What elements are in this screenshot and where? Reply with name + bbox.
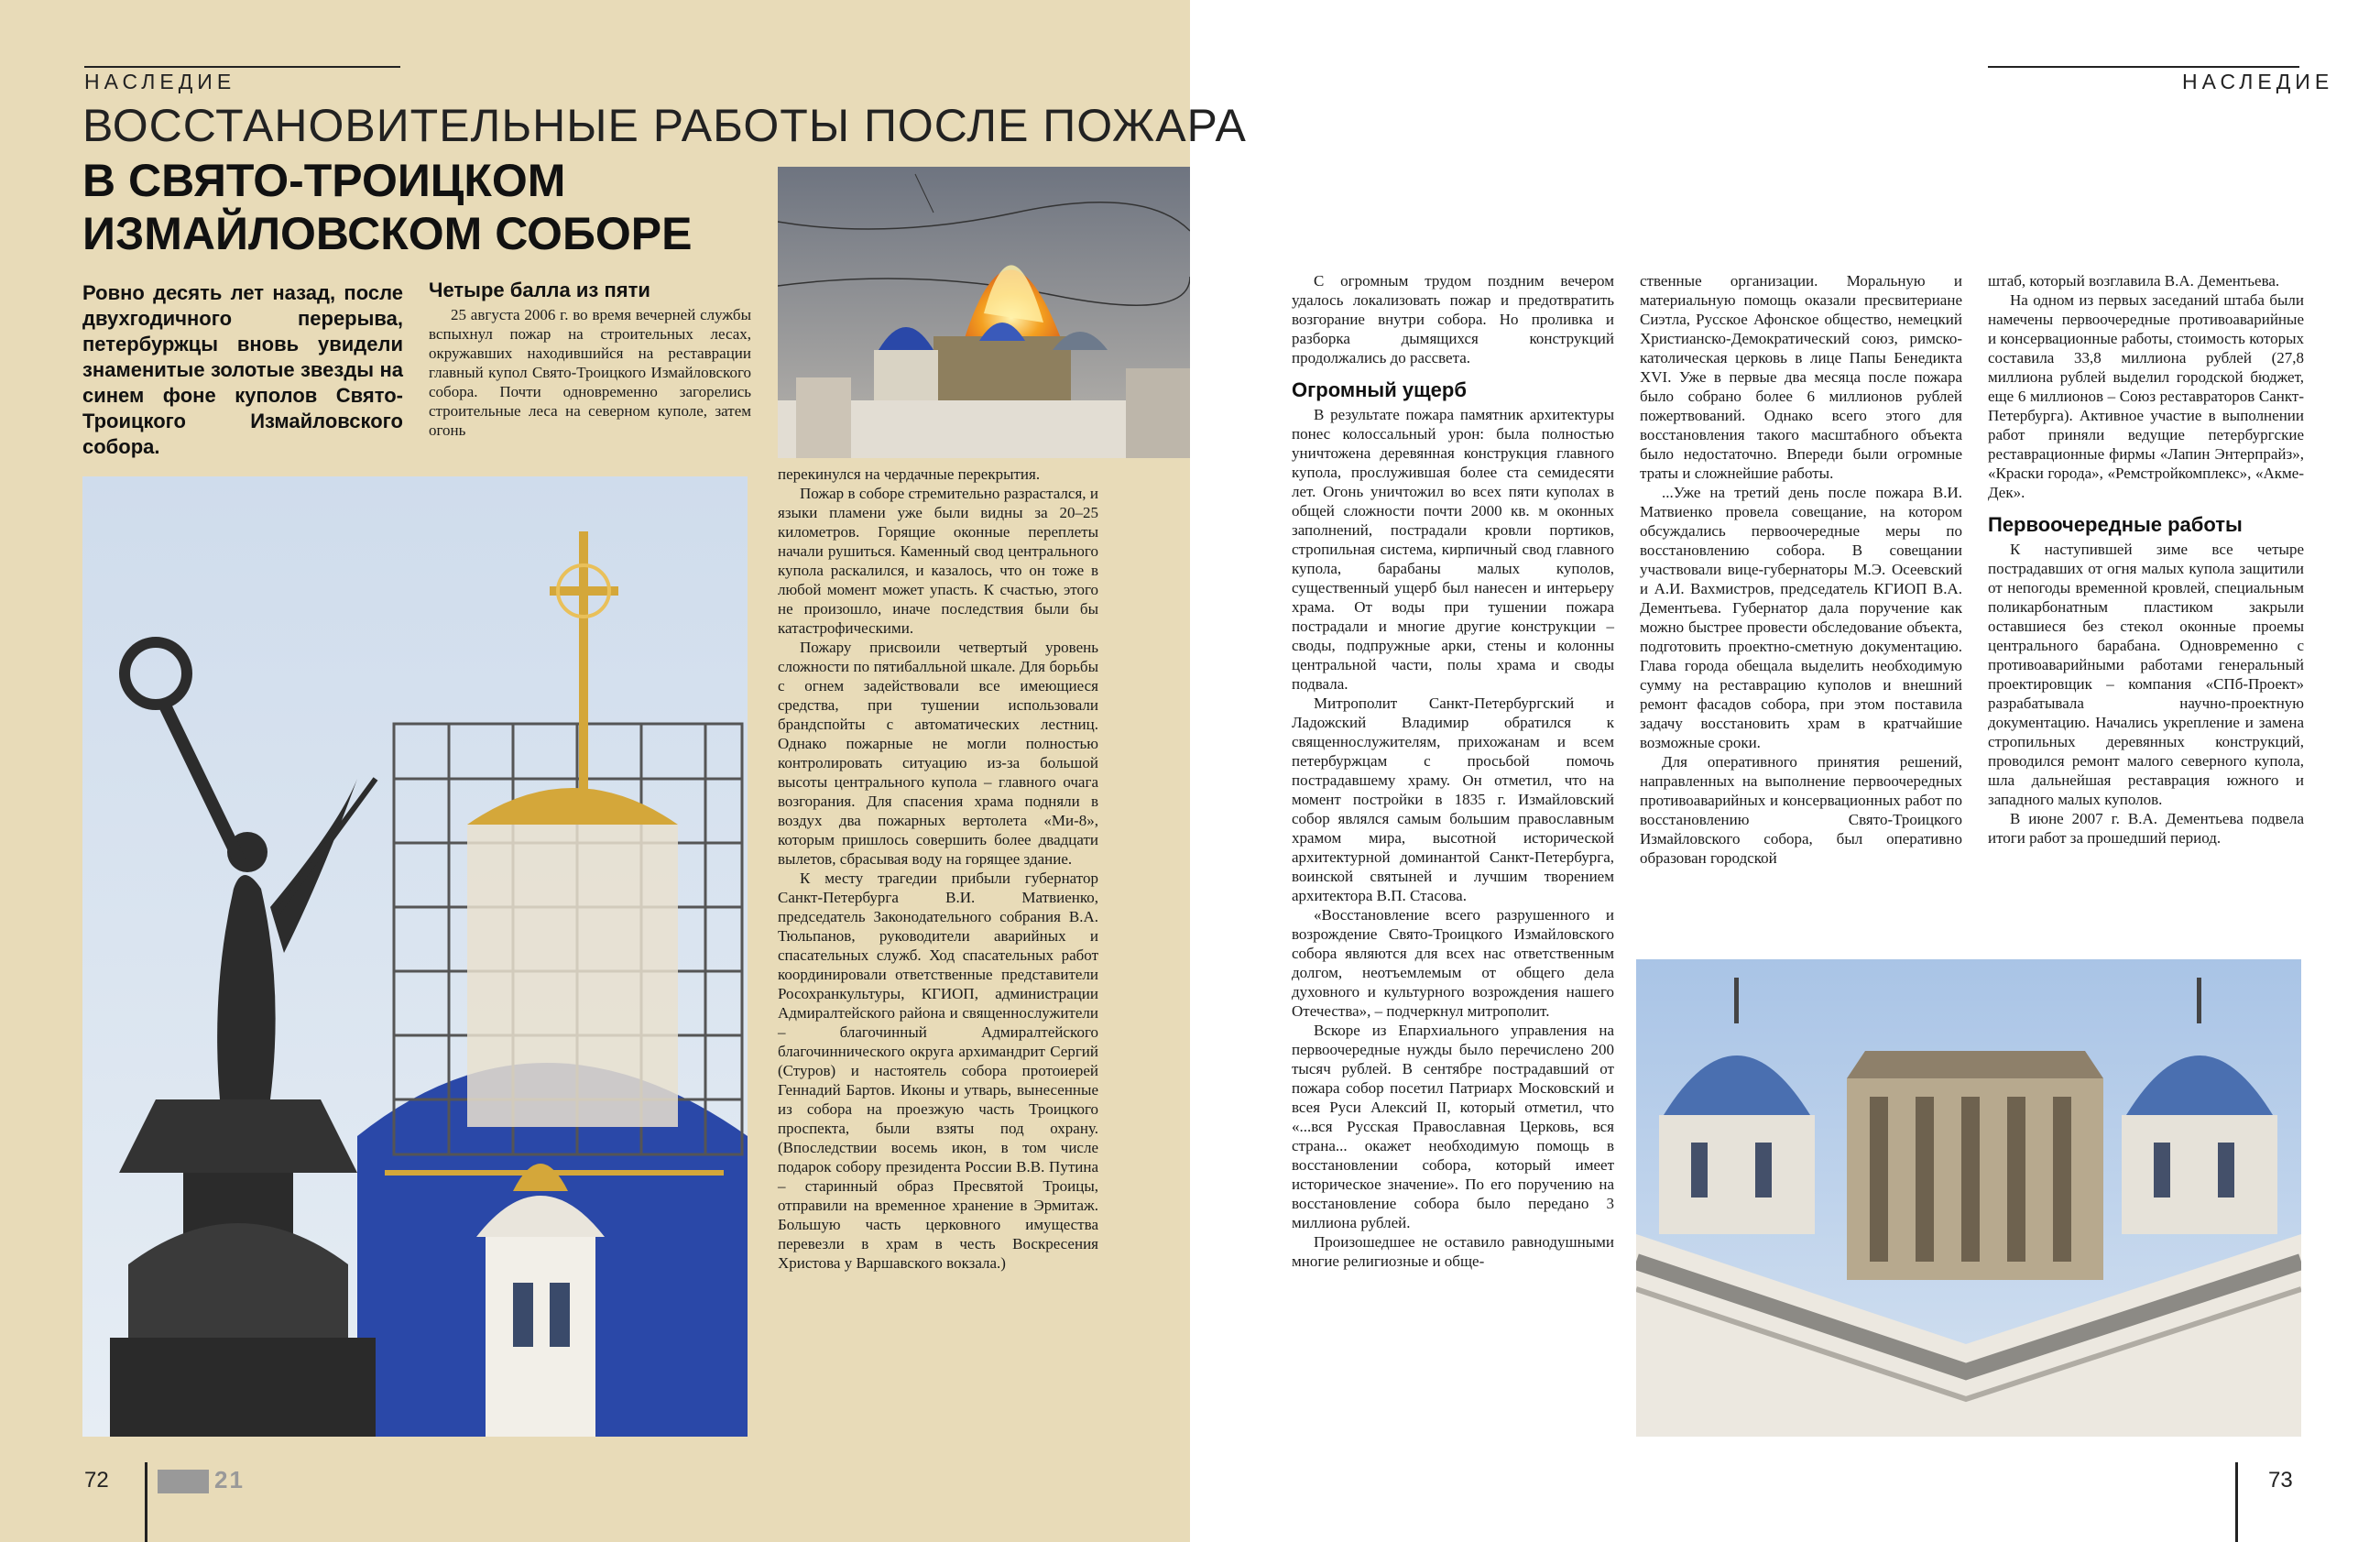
paragraph: С огромным трудом поздним вечером удалось локализовать пожар и предотвратить возгорание внутри собора. Но проливка и разборка дымящихся конструкций продолжались до рассвета. [1292, 272, 1614, 366]
paragraph: ...Уже на третий день после пожара В.И. Матвиенко провела совещание, на котором обсуждались первоочередные меры по восстановлению собора. В совещании участвовали вице-губернаторы М.Э. Осеевский и А.И. Вахмистров, председатель КГИОП В.А. Дементьева. Губернатор дала поручение как можно быстрее провести обследование объекта, подготовить проектно-сметную документацию. Глава города обещала выделить необходимую сумму на реставрацию куполов и внешний ремонт фасадов собора, при этом поставила задачу восстановить храм в кратчайшие возможные сроки. [1640, 484, 1962, 751]
section-rule [84, 66, 400, 68]
paragraph: Пожар в соборе стремительно разрастался, и языки пламени уже были видны за 20–25 километров. Горящие оконные переплеты начали рушиться. Каменный свод центрального купола раскалился, и казалось, что он тоже в любой момент может упасть. К счастью, этого не произошло, иначе последствия были бы катастрофическими. [778, 485, 1098, 637]
paragraph: перекинулся на чердачные перекрытия. [778, 465, 1041, 483]
article-lede: Ровно десять лет назад, после двухгодичного перерыва, петербуржцы вновь увидели знаменитые золотые звезды на синем фоне куполов Свято-Троицкого Измайловского собора. [82, 281, 403, 458]
subheading-huge-damage: Огромный ущерб [1292, 378, 1467, 401]
article-title-line3: ИЗМАЙЛОВСКОМ СОБОРЕ [82, 208, 693, 259]
magazine-logo [158, 1466, 245, 1494]
page-number-left: 72 [84, 1468, 109, 1493]
left-column-2 [778, 465, 1098, 1273]
paragraph: Для оперативного принятия решений, направленных на выполнение первоочередных противоаварийных и консервационных работ по восстановлению Свято-Троицкого Измайловского собора, был оперативно образован городской [1640, 753, 1962, 867]
paragraph: Пожару присвоили четвертый уровень сложности по пятибалльной шкале. Для борьбы с огнем задействовали все имеющиеся средства, при тушении использовали брандспойты с автоматических лестниц. Однако пожарные не могли полностью контролировать ситуацию из-за большой высоты центрального купола – главного очага возгорания. Для спасения храма подняли в воздух два пожарных вертолета «Ми-8», которым пришлось совершить более двадцати вылетов, сбрасывая воду на горящее здание. [778, 639, 1098, 868]
section-rule-right [1988, 66, 2299, 68]
magazine-logo-mark [158, 1470, 209, 1493]
subheading-priority-works: Первоочередные работы [1988, 513, 2243, 536]
article-title-line2: В СВЯТО-ТРОИЦКОМ [82, 155, 566, 206]
cathedral-domes-photo [1636, 959, 2301, 1437]
right-column-3 [1988, 271, 2304, 848]
paragraph: штаб, который возглавила В.А. Дементьева. [1988, 272, 2280, 290]
paragraph: Митрополит Санкт-Петербургский и Ладожский Владимир обратился к священнослужителям, прихожанам и всем петербуржцам с просьбой помочь пострадавшему храму. Он отметил, что на момент постройки в 1835 г. Измайловский собор являлся самым большим православным храмом мира, высотной исторической архитектурной доминантой Санкт-Петербурга, воинской святыней и лучшим творением архитектора В.П. Стасова. [1292, 694, 1614, 904]
paragraph: 25 августа 2006 г. во время вечерней службы вспыхнул пожар на строительных лесах, окружавших находившийся на реставрации главный купол Свято-Троицкого Измайловского собора. Почти одновременно загорелись строительные леса на северном куполе, затем огонь [429, 306, 751, 439]
paragraph: Произошедшее не оставило равнодушными многие религиозные и обще- [1292, 1233, 1614, 1270]
subheading-four-points: Четыре балла из пяти [429, 279, 650, 301]
article-title-bold [82, 154, 779, 260]
left-column-1 [429, 280, 751, 440]
article-title-line1: ВОССТАНОВИТЕЛЬНЫЕ РАБОТЫ ПОСЛЕ ПОЖАРА [82, 100, 1247, 151]
footer-divider-right [2235, 1462, 2238, 1542]
paragraph: ственные организации. Моральную и материальную помощь оказали пресвитериане Сиэтла, Русское Афонское общество, немецкий Христианско-Демократический союз, римско-католическая церковь в лице Папы Бенедикта XVI. Уже в первые два месяца после пожара было собрано более 6 миллионов рублей пожертвований. Однако всего этого для восстановления такого масштабного объекта было недостаточно. Впереди были огромные траты и сложнейшие работы. [1640, 272, 1962, 482]
section-label-right: НАСЛЕДИЕ [2182, 70, 2334, 93]
angel-column-scaffolding-photo [82, 476, 748, 1437]
page-number-right: 73 [2268, 1468, 2293, 1493]
paragraph: В июне 2007 г. В.А. Дементьева подвела итоги работ за прошедший период. [1988, 810, 2304, 847]
right-column-2 [1640, 271, 1962, 868]
paragraph: К месту трагедии прибыли губернатор Санкт-Петербурга В.И. Матвиенко, председатель Законодательного собрания В.А. Тюльпанов, руководители аварийных и спасательных служб. Ход спасательных работ координировали ответственные представители Росохранкультуры, КГИОП, администрации Адмиралтейского района и священнослужители – благочинный Адмиралтейского благочиннического округа архимандрит Сергий (Стуров) и настоятель собора протоиерей Геннадий Бартов. Иконы и утварь, вынесенные из собора на проезжую часть Троицкого проспекта, были взяты под охрану. (Впоследствии восемь икон, в том числе подарок собору президента России В.В. Путина – старинный образ Пресвятой Троицы, отправили на временное хранение в Эрмитаж. Большую часть церковного имущества перевезли в храм в честь Воскресения Христова у Варшавского вокзала.) [778, 869, 1098, 1272]
paragraph: К наступившей зиме все четыре пострадавших от огня малых купола защитили от непогоды временной кровлей, специальным поликарбонатным пластиком закрыли оставшиеся без стекол оконные проемы центрального барабана. Одновременно с противоаварийными работами генеральный проектировщик – компания «СПб-Проект» разрабатывала научно-проектную документацию. Начались укрепление и замена стропильных деревянных конструкций, проводился ремонт малого северного купола, шла дальнейшая реставрация южного и западного малых куполов. [1988, 541, 2304, 808]
paragraph: Вскоре из Епархиального управления на первоочередные нужды было перечислено 200 тысяч рублей. В сентябре пострадавший от пожара собор посетил Патриарх Московский и всея Руси Алексий II, который отметил, что «...вся Русская Православная Церковь, вся страна... окажет необходимую помощь в восстановлении собора, который имеет историческое значение». По его поручению на восстановление собора было передано 3 миллиона рублей. [1292, 1022, 1614, 1231]
footer-divider-left [145, 1462, 147, 1542]
magazine-logo-number: 21 [214, 1466, 245, 1493]
paragraph: «Восстановление всего разрушенного и возрождение Свято-Троицкого Измайловского собора являются для всех нас ответственным долгом, неотъемлемым от общего дела духовного и культурного возрождения нашего Отечества», – подчеркнул митрополит. [1292, 906, 1614, 1020]
section-label: НАСЛЕДИЕ [84, 70, 236, 93]
cathedral-fire-photo [778, 167, 1190, 458]
paragraph: На одном из первых заседаний штаба были намечены первоочередные противоаварийные и консервационные работы, стоимость которых составила 33,8 миллиона рублей (27,8 миллиона рублей выделил городской бюджет, еще 6 миллионов – Союз реставраторов Санкт-Петербурга). Активное участие в выполнении работ приняли ведущие петербургские реставрационные фирмы «Лапин Энтерпрайз», «Краски города», «Ремстройкомплекс», «Акме-Дек». [1988, 291, 2304, 501]
right-column-1 [1292, 271, 1614, 1271]
paragraph: В результате пожара памятник архитектуры понес колоссальный урон: была полностью уничтожена деревянная конструкция главного купола, прослужившая более ста семидесяти лет. Огонь уничтожил во всех пяти куполах в общей сложности почти 2000 кв. м оконных заполнений, пострадали кровли портиков, стропильная система, кирпичный свод главного купола, барабаны малых куполов, существенный ущерб был нанесен и интерьеру храма. От воды при тушении пожара пострадали и многие другие конструкции – своды, подпружные арки, стены и колонны центральной части, полы храма и своды подвала. [1292, 406, 1614, 693]
